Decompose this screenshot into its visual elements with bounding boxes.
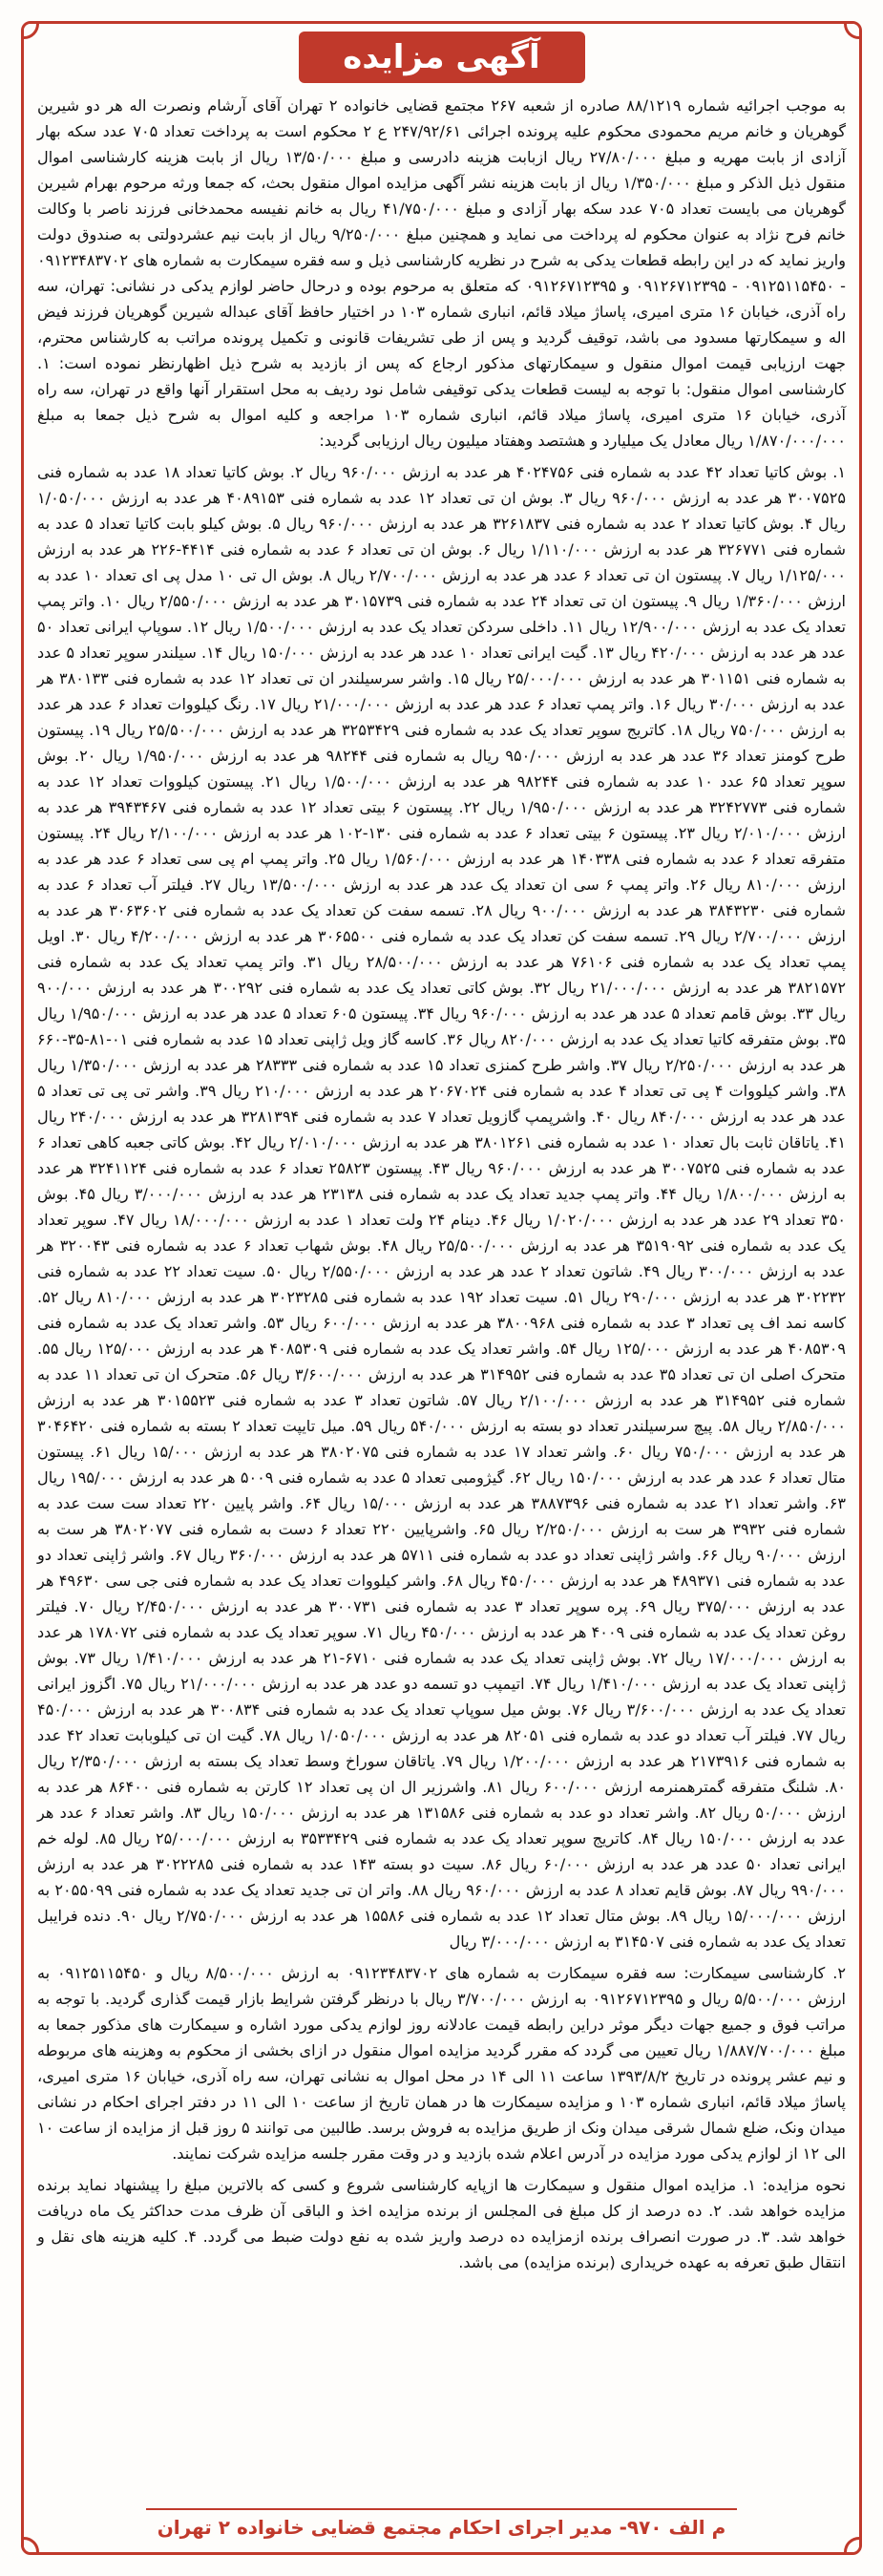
notice-signature	[24, 2508, 859, 2544]
notice-body	[37, 93, 846, 2275]
notice-border-frame	[21, 21, 862, 2555]
notice-title-banner: آگهی مزایده	[299, 32, 585, 83]
notice-paragraph-intro: به موجب اجرائیه شماره ۸۸/۱۲۱۹ صادره از شعبه ۲۶۷ مجتمع قضایی خانواده ۲ تهران آقای آرشام ونصرت اله هر دو شیرین گوهریان و خانم مریم محمودی محکوم علیه پرونده اجرائی ۲۴۷/۹۲/۶۱ ع ۲ محکوم است به پرداخت تعداد ۷۰۵ عدد سکه بهار آزادی از بابت مهریه و مبلغ ۲۷/۸۰/۰۰۰ ریال ازبابت هزینه دادرسی و مبلغ ۱۳/۵۰/۰۰۰ ریال از بابت هزینه کارشناسی اموال منقول ذیل الذکر و مبلغ ۱/۳۵۰/۰۰۰ ریال از بابت هزینه نشر آگهی مزایده اموال منقول بحث، که جمعا ورثه مرحوم بهرام شیرین گوهریان می بایست تعداد ۷۰۵ عدد سکه بهار آزادی و مبلغ ۴۱/۷۵۰/۰۰۰ ریال به خانم نفیسه محمدخانی فرزند ناصر با وکالت خانم فرح نژاد به عنوان محکوم له پرداخت می نماید و همچنین مبلغ ۹/۲۵۰/۰۰۰ ریال از بابت نیم عشردولتی به صندوق دولت واریز نماید که در این رابطه قطعات یدکی به شرح در نظریه کارشناسی ذیل و سه فقره سیمکارت به شماره های ۰۹۱۲۳۴۸۳۷۰۲ - ۰۹۱۲۵۱۱۵۴۵۰ - ۰۹۱۲۶۷۱۲۳۹۵ و ۰۹۱۲۶۷۱۲۳۹۵ که متعلق به مرحوم بوده و درحال حاضر لوازم یدکی در نشانی: تهران، سه راه آذری، خیابان ۱۶ متری امیری، پاساژ میلاد قائم، انباری شماره ۱۰۳ در اختیار حافظ آقای عبداله شیرین گوهریان فرزند فیض اله و سیمکارتها مسدود می باشد، توقیف گردید و پس از طی تشریفات قانونی و تکمیل پرونده مراتب به کارشناس محترم، جهت ارزیابی قیمت اموال منقول و سیمکارتهای مذکور ارجاع که پس از بازدید به شرح ذیل اظهارنظر نموده است: ۱. کارشناسی اموال منقول: با توجه به لیست قطعات یدکی توقیفی شامل نود ردیف به محل استقرار آنها واقع در تهران، سه راه آذری، خیابان ۱۶ متری امیری، پاساژ میلاد قائم، انباری شماره ۱۰۳ مراجعه و کلیه اموال به شرح ذیل جمعا به مبلغ ۱/۸۷۰/۰۰۰/۰۰۰ ریال معادل یک میلیارد و هشتصد وهفتاد میلیون ریال ارزیابی گردید:	[37, 96, 847, 450]
signature-text: م الف ۹۷۰- مدیر اجرای احکام مجتمع قضایی خانواده ۲ تهران	[146, 2508, 738, 2544]
frame-corner-ornament	[21, 21, 39, 39]
frame-corner-ornament	[844, 21, 862, 39]
notice-paragraph-simcards-auction: ۲. کارشناسی سیمکارت: سه فقره سیمکارت به شماره های ۰۹۱۲۳۴۸۳۷۰۲ به ارزش ۸/۵۰۰/۰۰۰ ریال و ۰۹۱۲۵۱۱۵۴۵۰ به ارزش ۵/۵۰۰/۰۰۰ ریال و ۰۹۱۲۶۷۱۲۳۹۵ به ارزش ۳/۷۰۰/۰۰۰ ریال با درنظر گرفتن شرایط بازار قیمت گذاری گردید. با توجه به مراتب فوق و جمیع جهات دیگر موثر دراین رابطه قیمت عادلانه روز لوازم یدکی مورد اشاره و سیمکارت های مذکور جمعا به مبلغ ۱/۸۸۷/۷۰۰/۰۰۰ ریال تعیین می گردد که مقرر گردید مزایده اموال منقول در ازای بخشی از محکوم به وهزینه های مربوطه و نیم عشر پرونده در تاریخ ۱۳۹۳/۸/۲ ساعت ۱۱ الی ۱۴ در محل اموال به نشانی تهران، سه راه آذری، خیابان ۱۶ متری امیری، پاساژ میلاد قائم، انباری شماره ۱۰۳ و مزایده سیمکارت ها در همان تاریخ از ساعت ۱۰ الی ۱۱ در دفتر اجرای احکام در نشانی میدان ونک، ضلع شمال شرقی میدان ونک از طریق مزایده به فروش برسد. طالبین می توانند ۵ روز قبل از مزایده از ساعت ۱۰ الی ۱۲ از لوازم یدکی مورد مزایده در آدرس اعلام شده بازدید و در وقت مقرر جلسه مزایده شرکت نمایند.	[37, 1964, 847, 2163]
notice-paragraph-auction-terms: نحوه مزایده: ۱. مزایده اموال منقول و سیمکارت ها ازپایه کارشناسی شروع و کسی که بالاترین مبلغ را پیشنهاد نماید برنده مزایده خواهد شد. ۲. ده درصد از کل مبلغ فی المجلس از برنده مزایده اخذ و الباقی آن ظرف مدت حداکثر یک ماه دریافت خواهد شد. ۳. در صورت انصراف برنده ازمزایده ده درصد واریز شده به نفع دولت ضبط می گردد. ۴. کلیه هزینه های نقل و انتقال طبق تعرفه به عهده خریداری (برنده مزایده) می باشد.	[37, 2176, 846, 2271]
notice-paragraph-items-list: ۱. بوش کاتیا تعداد ۴۲ عدد به شماره فنی ۴۰۲۴۷۵۶ هر عدد به ارزش ۹۶۰/۰۰۰ ریال ۲. بوش کاتیا تعداد ۱۸ عدد به شماره فنی ۳۰۰۷۵۲۵ هر عدد به ارزش ۹۶۰/۰۰۰ ریال ۳. بوش ان تی تعداد ۱۲ عدد به شماره فنی ۴۰۸۹۱۵۳ هر عدد به ارزش ۱/۰۵۰/۰۰۰ ریال ۴. بوش کاتیا تعداد ۲ عدد به شماره فنی ۳۲۶۱۸۳۷ هر عدد به ارزش ۹۶۰/۰۰۰ ریال ۵. بوش کیلو بابت کاتیا تعداد ۵ عدد به شماره فنی ۳۲۶۷۷۱ هر عدد به ارزش ۱/۱۱۰/۰۰۰ ریال ۶. بوش ان تی تعداد ۶ عدد به شماره فنی ۴۴۱۴-۲۲۶ هر عدد به ارزش ۱/۱۲۵/۰۰۰ ریال ۷. پیستون ان تی تعداد ۶ عدد هر عدد به ارزش ۲/۷۰۰/۰۰۰ ریال ۸. بوش ال تی ۱۰ مدل پی ای تعداد ۱۰ عدد به ارزش ۱/۳۶۰/۰۰۰ ریال ۹. پیستون ان تی تعداد ۲۴ عدد به شماره فنی ۳۰۱۵۷۳۹ هر عدد به ارزش ۲/۵۵۰/۰۰۰ ریال ۱۰. واتر پمپ تعداد یک عدد به ارزش ۱۲/۹۰۰/۰۰۰ ریال ۱۱. داخلی سردکن تعداد یک عدد به ارزش ۱/۵۰۰/۰۰۰ ریال ۱۲. سوپاپ ایرانی تعداد ۵۰ عدد هر عدد به ارزش ۴۲۰/۰۰۰ ریال ۱۳. گیت ایرانی تعداد ۱۰ عدد هر عدد به ارزش ۱۵۰/۰۰۰ ریال ۱۴. سیلندر سوپر تعداد ۵ عدد به شماره فنی ۳۰۱۱۵۱ هر عدد به ارزش ۲۵/۰۰۰/۰۰۰ ریال ۱۵. واشر سرسیلندر ان تی تعداد ۱۲ عدد به شماره فنی ۳۸۰۱۳۳ هر عدد به ارزش ۳۰/۰۰۰ ریال ۱۶. واتر پمپ تعداد ۶ عدد هر عدد به ارزش ۲۱/۰۰۰/۰۰۰ ریال ۱۷. رنگ کیلووات تعداد ۶ عدد هر عدد به ارزش ۷۵۰/۰۰۰ ریال ۱۸. کاتریج سوپر تعداد یک عدد به شماره فنی ۳۲۵۳۴۲۹ هر عدد به ارزش ۲۵/۵۰۰/۰۰۰ ریال ۱۹. پیستون طرح کومنز تعداد ۳۶ عدد هر عدد به ارزش ۹۵۰/۰۰۰ ریال به شماره فنی ۹۸۲۴۴ هر عدد به ارزش ۱/۹۵۰/۰۰۰ ریال ۲۰. بوش سوپر تعداد ۶۵ عدد ۱۰ عدد به شماره فنی ۹۸۲۴۴ هر عدد به ارزش ۱/۵۰۰/۰۰۰ ریال ۲۱. پیستون کیلووات تعداد ۱۲ عدد به شماره فنی ۳۲۴۲۷۷۳ هر عدد به ارزش ۱/۹۵۰/۰۰۰ ریال ۲۲. پیستون ۶ بیتی تعداد ۱۲ عدد به شماره فنی ۳۹۴۳۴۶۷ هر عدد به ارزش ۲/۰۱۰/۰۰۰ ریال ۲۳. پیستون ۶ بیتی تعداد ۶ عدد به شماره فنی ۱۳۰-۱۰۲ هر عدد به ارزش ۲/۱۰۰/۰۰۰ ریال ۲۴. پیستون متفرقه تعداد ۶ عدد به شماره فنی ۱۴۰۳۳۸ هر عدد به ارزش ۱/۵۶۰/۰۰۰ ریال ۲۵. واتر پمپ ام پی سی تعداد ۶ عدد هر عدد به ارزش ۸۱۰/۰۰۰ ریال ۲۶. واتر پمپ ۶ سی ان تعداد یک عدد هر عدد به ارزش ۱۳/۵۰۰/۰۰۰ ریال ۲۷. فیلتر آب تعداد ۶ عدد به شماره فنی ۳۸۴۳۲۳۰ هر عدد به ارزش ۹۰۰/۰۰۰ ریال ۲۸. تسمه سفت کن تعداد یک عدد به شماره فنی ۳۰۶۳۶۰۲ هر عدد به ارزش ۲/۷۰۰/۰۰۰ ریال ۲۹. تسمه سفت کن تعداد یک عدد به شماره فنی ۳۰۶۵۵۰۰ هر عدد به ارزش ۴/۲۰۰/۰۰۰ ریال ۳۰. اویل پمپ تعداد یک عدد به شماره فنی ۷۶۱۰۶ هر عدد به ارزش ۲۸/۵۰۰/۰۰۰ ریال ۳۱. واتر پمپ تعداد یک عدد به شماره فنی ۳۸۲۱۵۷۲ هر عدد به ارزش ۲۱/۰۰۰/۰۰۰ ریال ۳۲. بوش کاتی تعداد یک عدد به شماره فنی ۳۰۰۲۹۲ هر عدد به ارزش ۹۰۰/۰۰۰ ریال ۳۳. بوش قامم تعداد ۵ عدد هر عدد به ارزش ۹۶۰/۰۰۰ ریال ۳۴. پیستون ۶۰۵ تعداد ۵ عدد هر عدد به ارزش ۱/۹۵۰/۰۰۰ ریال ۳۵. بوش متفرقه کاتیا تعداد یک عدد به ارزش ۸۲۰/۰۰۰ ریال ۳۶. کاسه گاز ویل ژاپنی تعداد ۱۵ عدد به شماره فنی ۰۱-۸۱-۳۵-۶۶۰ هر عدد به ارزش ۲/۲۵۰/۰۰۰ ریال ۳۷. واشر طرح کمنزی تعداد ۱۵ عدد به شماره فنی ۲۸۳۳۳ هر عدد به ارزش ۱/۳۵۰/۰۰۰ ریال ۳۸. واشر کیلووات ۴ پی تی تعداد ۴ عدد به شماره فنی ۲۰۶۷۰۲۴ هر عدد به ارزش ۲۱۰/۰۰۰ ریال ۳۹. واشر تی پی تی تعداد ۵ عدد هر عدد به ارزش ۸۴۰/۰۰۰ ریال ۴۰. واشرپمپ گازویل تعداد ۷ عدد به شماره فنی ۳۲۸۱۳۹۴ هر عدد به ارزش ۲۴۰/۰۰۰ ریال ۴۱. یاتاقان ثابت بال تعداد ۱۰ عدد به شماره فنی ۳۸۰۱۲۶۱ هر عدد به ارزش ۲/۰۱۰/۰۰۰ ریال ۴۲. بوش کاتی جعبه کاهی تعداد ۶ عدد به شماره فنی ۳۰۰۷۵۲۵ هر عدد به ارزش ۹۶۰/۰۰۰ ریال ۴۳. پیستون ۲۵۸۲۳ تعداد ۶ عدد به شماره فنی ۳۲۴۱۱۲۴ هر عدد به ارزش ۱/۸۰۰/۰۰۰ ریال ۴۴. واتر پمپ جدید تعداد یک عدد به شماره فنی ۲۳۱۳۸ هر عدد به ارزش ۳/۰۰۰/۰۰۰ ریال ۴۵. بوش ۳۵۰ تعداد ۲۹ عدد هر عدد به ارزش ۱/۰۲۰/۰۰۰ ریال ۴۶. دینام ۲۴ ولت تعداد ۱ عدد به ارزش ۱۸/۰۰۰/۰۰۰ ریال ۴۷. سوپر تعداد یک عدد به شماره فنی ۳۵۱۹۰۹۲ هر عدد به ارزش ۲۵/۵۰۰/۰۰۰ ریال ۴۸. بوش شهاب تعداد ۶ عدد به شماره فنی ۳۲۰۰۴۳ هر عدد به ارزش ۳۰۰/۰۰۰ ریال ۴۹. شاتون تعداد ۲ عدد هر عدد به ارزش ۲/۵۵۰/۰۰۰ ریال ۵۰. سیت تعداد ۲۲ عدد به شماره فنی ۳۰۲۲۳۲ هر عدد به ارزش ۲۹۰/۰۰۰ ریال ۵۱. سیت تعداد ۱۹۲ عدد به شماره فنی ۳۰۲۳۲۸۵ هر عدد به ارزش ۸۱۰/۰۰۰ ریال ۵۲. کاسه نمد اف پی تعداد ۳ عدد به شماره فنی ۳۸۰۰۹۶۸ هر عدد به ارزش ۶۰۰/۰۰۰ ریال ۵۳. واشر تعداد یک عدد به شماره فنی ۴۰۸۵۳۰۹ هر عدد به ارزش ۱۲۵/۰۰۰ ریال ۵۴. واشر تعداد یک عدد به شماره فنی ۴۰۸۵۳۰۹ هر عدد به ارزش ۱۲۵/۰۰۰ ریال ۵۵. متحرک اصلی ان تی تعداد ۳۵ عدد به شماره فنی ۳۱۴۹۵۲ هر عدد به ارزش ۳/۶۰۰/۰۰۰ ریال ۵۶. متحرک ان تی تعداد ۱۱ عدد به شماره فنی ۳۱۴۹۵۲ هر عدد به ارزش ۲/۱۰۰/۰۰۰ ریال ۵۷. شاتون تعداد ۳ عدد به شماره فنی ۳۰۱۵۵۲۳ هر عدد به ارزش ۲/۸۵۰/۰۰۰ ریال ۵۸. پیچ سرسیلندر تعداد دو بسته به ارزش ۵۴۰/۰۰۰ ریال ۵۹. میل تایپت تعداد ۲ بسته به شماره فنی ۳۰۴۶۴۲۰ هر عدد به ارزش ۷۵۰/۰۰۰ ریال ۶۰. واشر تعداد ۱۷ عدد به شماره فنی ۳۸۰۲۰۷۵ هر عدد به ارزش ۱۵/۰۰۰ ریال ۶۱. پیستون متال تعداد ۶ عدد هر عدد به ارزش ۱۵۰/۰۰۰ ریال ۶۲. گیژومبی تعداد ۵ عدد به شماره فنی ۵۰۰۹ هر عدد به ارزش ۱۹۵/۰۰۰ ریال ۶۳. واشر تعداد ۲۱ عدد به شماره فنی ۳۸۸۷۳۹۶ هر عدد به ارزش ۱۵/۰۰۰ ریال ۶۴. واشر پایین ۲۲۰ تعداد ست ست عدد به شماره فنی ۳۹۳۲ هر ست به ارزش ۲/۲۵۰/۰۰۰ ریال ۶۵. واشرپایین ۲۲۰ تعداد ۶ دست به شماره فنی ۳۸۰۲۰۷۷ هر ست به ارزش ۹۰/۰۰۰ ریال ۶۶. واشر ژاپنی تعداد دو عدد به شماره فنی ۵۷۱۱ هر عدد به ارزش ۳۶۰/۰۰۰ ریال ۶۷. واشر ژاپنی تعداد دو عدد به شماره فنی ۴۸۹۳۷۱ هر عدد به ارزش ۴۵۰/۰۰۰ ریال ۶۸. واشر کیلووات تعداد یک عدد به شماره فنی جی سی ۴۹۶۳۰ هر عدد به ارزش ۳۷۵/۰۰۰ ریال ۶۹. پره سوپر تعداد ۳ عدد به شماره فنی ۳۰۰۷۳۱ هر عدد به ارزش ۲/۴۵۰/۰۰۰ ریال ۷۰. فیلتر روغن تعداد یک عدد به شماره فنی ۴۰۰۹ هر عدد به ارزش ۴۵۰/۰۰۰ ریال ۷۱. سوپر تعداد یک عدد به شماره فنی ۱۷۸۰۷۲ هر عدد به ارزش ۱۷/۰۰۰/۰۰۰ ریال ۷۲. بوش ژاپنی تعداد یک عدد به شماره فنی ۶۷۱۰-۲۱ هر عدد به ارزش ۱/۴۱۰/۰۰۰ ریال ۷۳. بوش ژاپنی تعداد یک عدد به ارزش ۱/۴۱۰/۰۰۰ ریال ۷۴. اتیمپب دو تسمه دو عدد هر عدد به ارزش ۲۱/۰۰۰/۰۰۰ ریال ۷۵. اگزوز ایرانی تعداد یک عدد به ارزش ۳/۶۰۰/۰۰۰ ریال ۷۶. بوش میل سوپاپ تعداد یک عدد به شماره فنی ۳۰۰۸۳۴ هر عدد به ارزش ۴۵۰/۰۰۰ ریال ۷۷. فیلتر آب تعداد دو عدد به شماره فنی ۸۲۰۵۱ هر عدد به ارزش ۱/۰۵۰/۰۰۰ ریال ۷۸. گیت ان تی کیلوبابت تعداد ۴۲ عدد به شماره فنی ۲۱۷۳۹۱۶ هر عدد به ارزش ۱/۲۰۰/۰۰۰ ریال ۷۹. یاتاقان سوراخ وسط تعداد یک بسته به ارزش ۲/۳۵۰/۰۰۰ ریال ۸۰. شلنگ متفرقه گمترهمنرمه ارزش ۶۰۰/۰۰۰ ریال ۸۱. واشرزیر ال ان پی تعداد ۱۲ کارتن به شماره فنی ۸۶۴۰۰ هر عدد به ارزش ۵۰/۰۰۰ ریال ۸۲. واشر تعداد دو عدد به شماره فنی ۱۳۱۵۸۶ هر عدد به ارزش ۱۵۰/۰۰۰ ریال ۸۳. واشر تعداد ۶ عدد هر عدد به ارزش ۱۵۰/۰۰۰ ریال ۸۴. کاتریج سوپر تعداد یک عدد به شماره فنی ۳۵۳۳۴۲۹ به ارزش ۲۵/۰۰۰/۰۰۰ ریال ۸۵. لوله خم ایرانی تعداد ۵۰ عدد هر عدد به ارزش ۶۰/۰۰۰ ریال ۸۶. سیت دو بسته ۱۴۳ عدد به شماره فنی ۳۰۲۲۲۸۵ هر عدد به ارزش ۹۹۰/۰۰۰ ریال ۸۷. بوش قایم تعداد ۸ عدد به ارزش ۹۶۰/۰۰۰ ریال ۸۸. واتر ان تی جدید تعداد یک عدد به شماره فنی ۲۰۵۵۰۹۹ به ارزش ۱۵/۰۰۰/۰۰۰ ریال ۸۹. بوش متال تعداد ۱۲ عدد به شماره فنی ۱۵۵۸۶ هر عدد به ارزش ۲/۷۵۰/۰۰۰ ریال ۹۰. دنده فرایبل تعداد یک عدد به شماره فنی ۳۱۴۵۰۷ به ارزش ۳/۰۰۰/۰۰۰ ریال	[37, 463, 847, 1951]
